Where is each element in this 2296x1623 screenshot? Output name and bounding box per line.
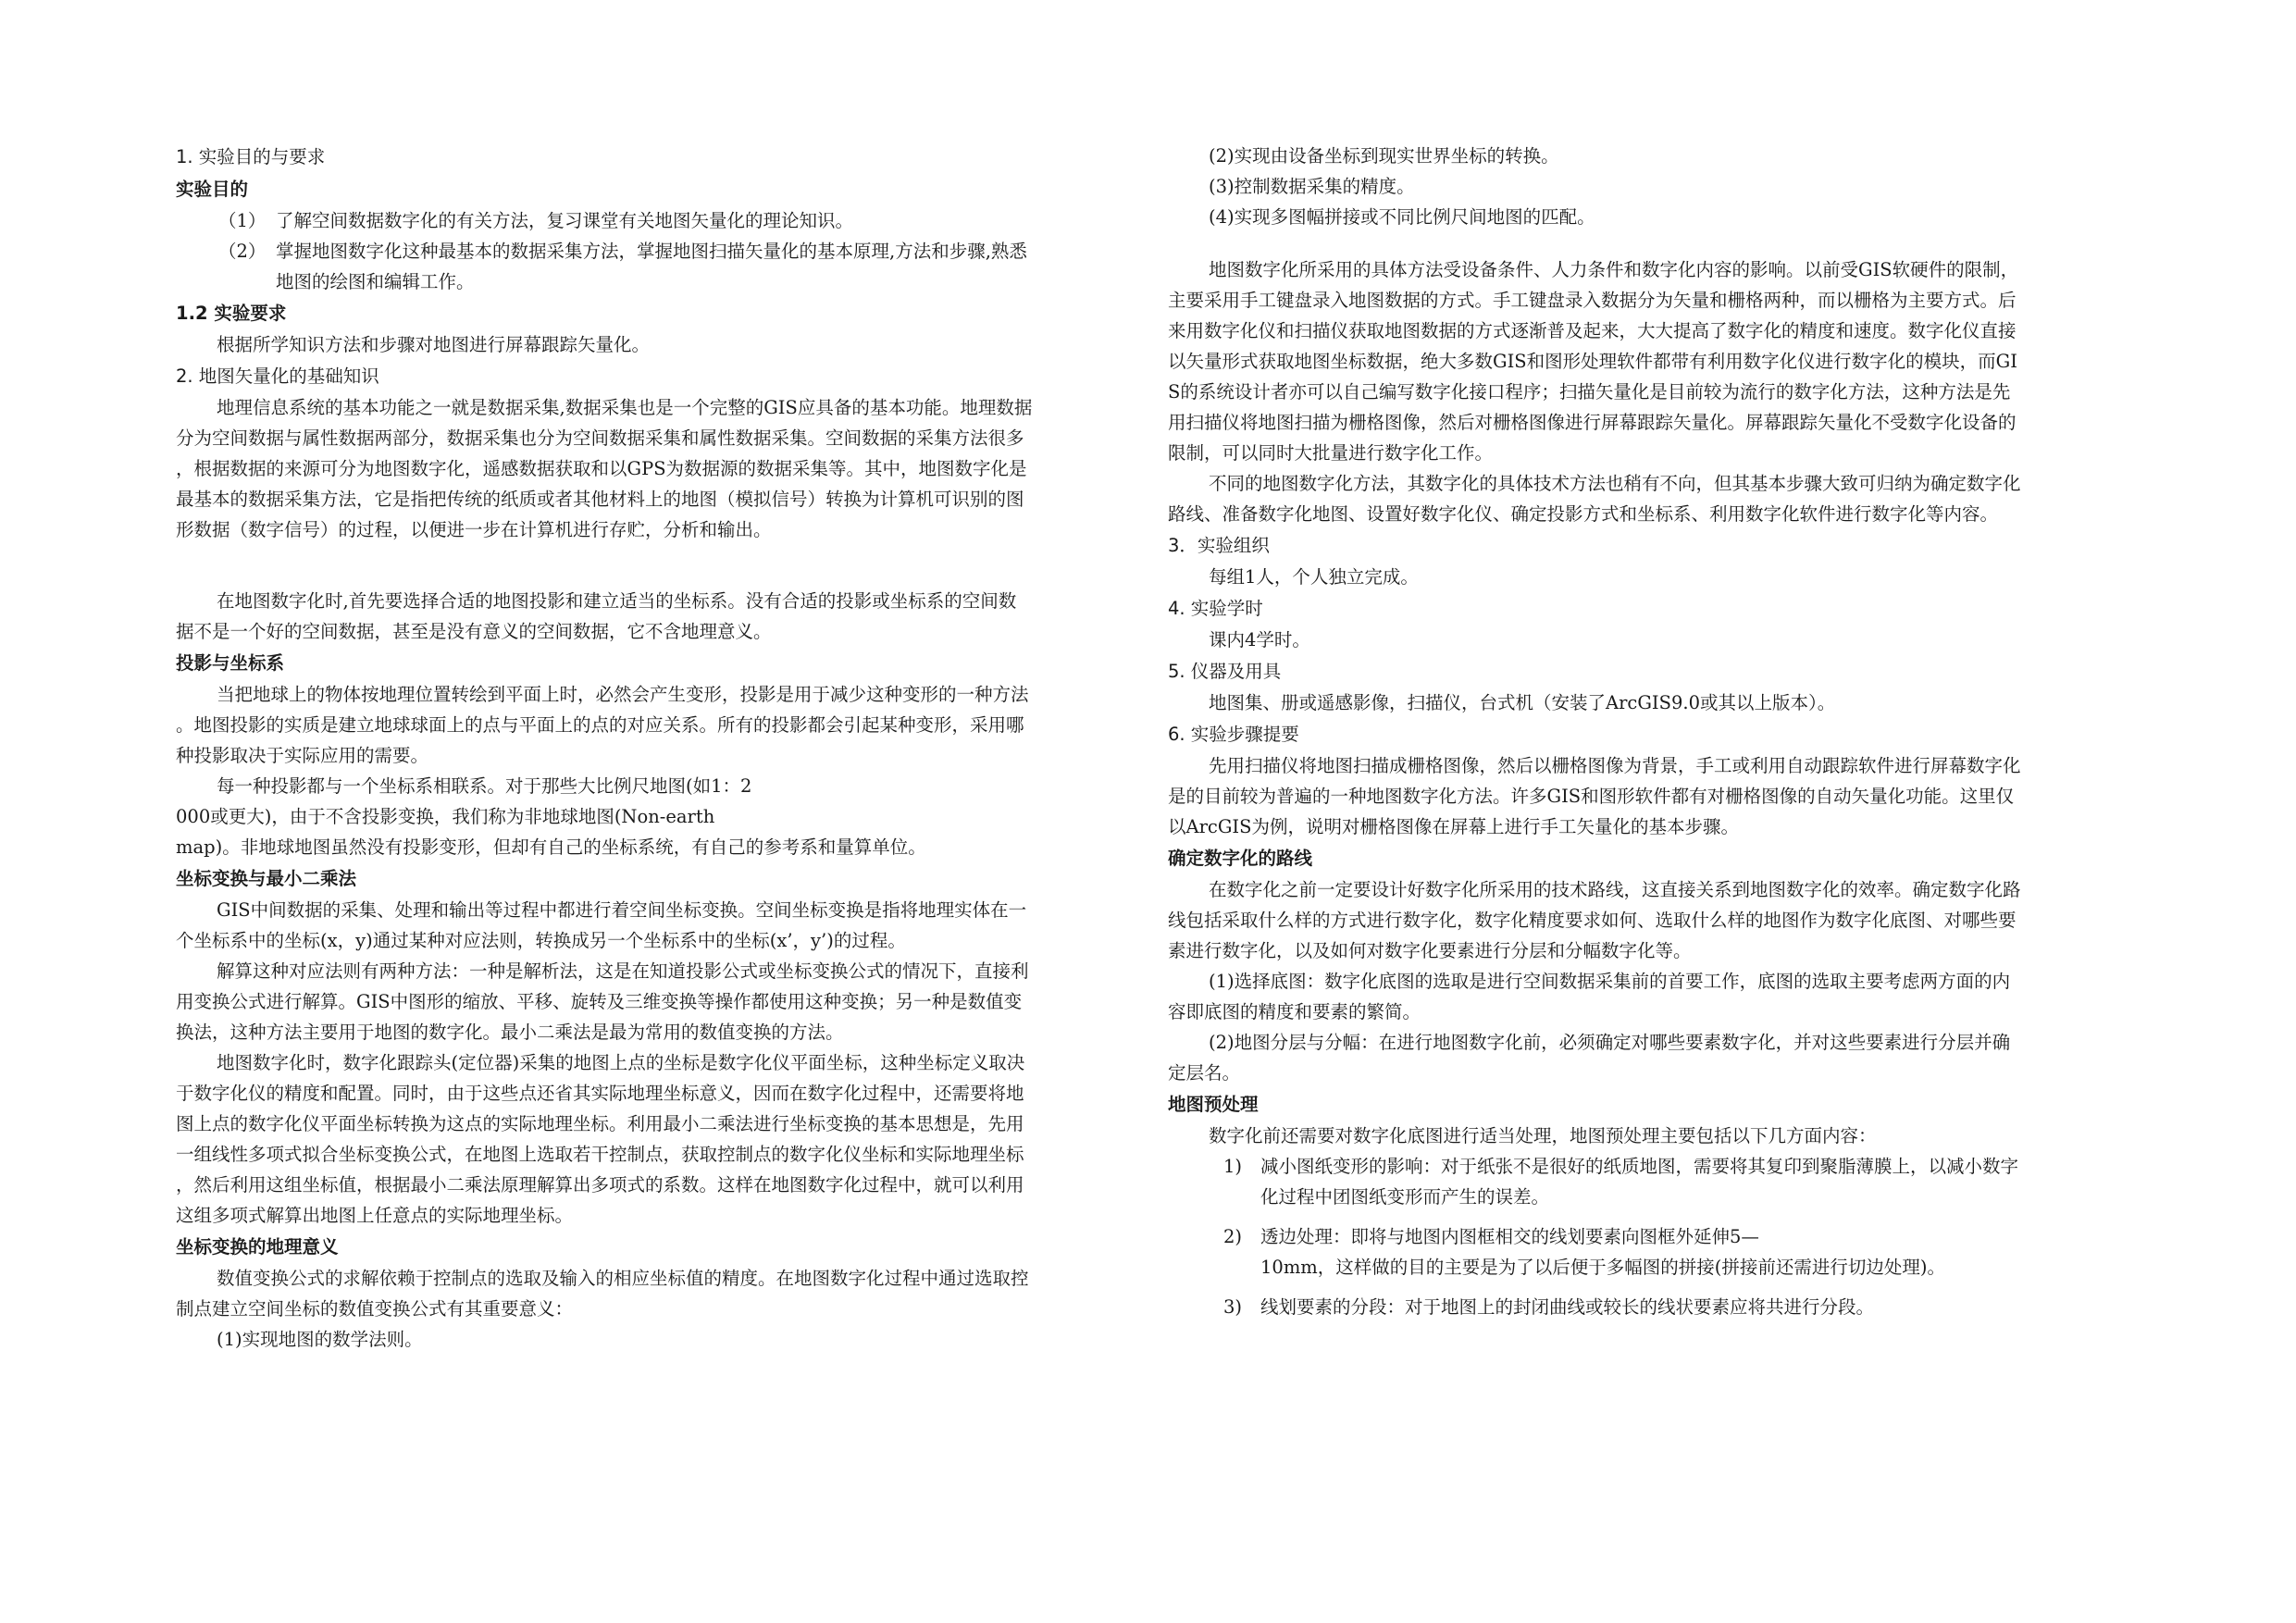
text-line: 用变换公式进行解算。GIS中图形的缩放、平移、旋转及三维变换等操作都使用这种变换；另一种是数值变 xyxy=(176,991,1023,1012)
paragraph-coordinate-transform xyxy=(176,895,1138,956)
section-2-title: 2. 地图矢量化的基础知识 xyxy=(176,365,379,387)
text-line: map)。非地球地图虽然没有投影变形，但却有自己的坐标系统，有自己的参考系和量算单位。 xyxy=(176,836,926,858)
text-line: (2)地图分层与分幅：在进行地图数字化前，必须确定对哪些要素数字化，并对这些要素进行分层并确 xyxy=(1209,1032,2011,1053)
text-line: 在数字化之前一定要设计好数字化所采用的技术路线，这直接关系到地图数字化的效率。确定数字化路 xyxy=(1209,879,2021,900)
text-line: 地图数字化所采用的具体方法受设备条件、人力条件和数字化内容的影响。以前受GIS软硬件的限制， xyxy=(1209,259,2019,280)
text-line: S的系统设计者亦可以自己编写数字化接口程序；扫描矢量化是目前较为流行的数字化方法，这种方法是先 xyxy=(1168,381,2011,403)
paragraph-steps-overview xyxy=(1168,750,2130,842)
text-line: 一组线性多项式拟合坐标变换公式，在地图上选取若干控制点，获取控制点的数字化仪坐标和实际地理坐标 xyxy=(176,1144,1024,1165)
text-line: (1)选择底图：数字化底图的选取是进行空间数据采集前的首要工作，底图的选取主要考虑两方面的内 xyxy=(1209,971,2011,992)
text-line: 。地图投影的实质是建立地球球面上的点与平面上的点的对应关系。所有的投影都会引起某种变形，采用哪 xyxy=(176,714,1024,736)
text-line: 主要采用手工键盘录入地图数据的方式。手工键盘录入数据分为矢量和栅格两种，而以栅格为主要方式。后 xyxy=(1168,290,2017,311)
list-item-text: 地图的绘图和编辑工作。 xyxy=(276,271,475,292)
right-column xyxy=(1168,141,2130,1322)
text-line: 当把地球上的物体按地理位置转绘到平面上时，必然会产生变形，投影是用于减少这种变形的一种方法 xyxy=(217,684,1029,705)
text-line: ，然后利用这组坐标值，根据最小二乘法原理解算出多项式的系数。这样在地图数字化过程中，就可以利用 xyxy=(176,1174,1024,1196)
requirement-heading: 1.2 实验要求 xyxy=(176,303,287,324)
geo-meaning-item: (3)控制数据采集的精度。 xyxy=(1209,176,1415,197)
text-line: 线包括采取什么样的方式进行数字化，数字化精度要求如何、选取什么样的地图作为数字化底图、对哪些要 xyxy=(1168,910,2017,931)
section-5-text: 地图集、册或遥感影像，扫描仪，台式机（安装了ArcGIS9.0或其以上版本）。 xyxy=(1209,692,1836,713)
section-6-title: 6. 实验步骤提要 xyxy=(1168,724,1299,745)
text-line: 先用扫描仪将地图扫描成栅格图像，然后以栅格图像为背景，手工或利用自动跟踪软件进行屏幕数字化 xyxy=(1209,755,2021,776)
list-item-text: 透边处理：即将与地图内图框相交的线划要素向图框外延伸5— xyxy=(1260,1226,1759,1247)
text-line: 是的目前较为普遍的一种地图数字化方法。许多GIS和图形软件都有对栅格图像的自动矢量化功能。这里仅 xyxy=(1168,786,2015,807)
list-item-text: 了解空间数据数字化的有关方法，复习课堂有关地图矢量化的理论知识。 xyxy=(276,210,854,231)
list-item-number: 1) xyxy=(1223,1156,1243,1177)
list-item-number: 3) xyxy=(1223,1296,1243,1318)
list-item-text: 线划要素的分段：对于地图上的封闭曲线或较长的线状要素应将共进行分段。 xyxy=(1260,1296,1875,1318)
list-item-text: 减小图纸变形的影响：对于纸张不是很好的纸质地图，需要将其复印到聚脂薄膜上，以减小数字 xyxy=(1260,1156,2019,1177)
text-line: 用扫描仪将地图扫描为栅格图像，然后对栅格图像进行屏幕跟踪矢量化。屏幕跟踪矢量化不受数字化设备的 xyxy=(1168,412,2017,433)
text-line: 数值变换公式的求解依赖于控制点的选取及输入的相应坐标值的精度。在地图数字化过程中通过选取控 xyxy=(217,1268,1029,1289)
text-line: 路线、准备数字化地图、设置好数字化仪、确定投影方式和坐标系、利用数字化软件进行数字化等内容。 xyxy=(1168,503,1999,525)
text-line: 在地图数字化时,首先要选择合适的地图投影和建立适当的坐标系。没有合适的投影或坐标系的空间数 xyxy=(217,590,1017,612)
paragraph-non-earth-map xyxy=(176,771,1138,862)
paragraph-projection xyxy=(176,679,1138,771)
preprocessing-item xyxy=(1168,1292,2130,1322)
route-heading: 确定数字化的路线 xyxy=(1168,848,1313,869)
list-item-number: （1） xyxy=(218,210,267,231)
paragraph-solving-methods xyxy=(176,956,1138,1047)
purpose-heading: 实验目的 xyxy=(176,179,249,200)
text-line: 地图数字化时，数字化跟踪头(定位器)采集的地图上点的坐标是数字化仪平面坐标，这种坐标定义取决 xyxy=(217,1052,1025,1073)
text-line: 解算这种对应法则有两种方法：一种是解析法，这是在知道投影公式或坐标变换公式的情况下，直接利 xyxy=(217,960,1029,982)
paragraph-layering xyxy=(1168,1027,2130,1088)
text-line: 000或更大)，由于不含投影变换，我们称为非地球地图(Non-earth xyxy=(176,806,715,827)
geo-meaning-item: (4)实现多图幅拼接或不同比例尺间地图的匹配。 xyxy=(1209,206,1595,228)
requirement-text: 根据所学知识方法和步骤对地图进行屏幕跟踪矢量化。 xyxy=(217,334,651,355)
preprocessing-heading: 地图预处理 xyxy=(1168,1094,1259,1115)
list-item-text: 掌握地图数字化这种最基本的数据采集方法，掌握地图扫描矢量化的基本原理,方法和步骤,熟悉 xyxy=(276,241,1027,262)
purpose-item xyxy=(176,205,1138,236)
list-item-number: 2) xyxy=(1223,1226,1243,1247)
text-line: 分为空间数据与属性数据两部分，数据采集也分为空间数据采集和属性数据采集。空间数据的采集方法很多 xyxy=(176,427,1024,449)
text-line: 限制，可以同时大批量进行数字化工作。 xyxy=(1168,442,1494,464)
left-column xyxy=(176,141,1138,1355)
text-line: GIS中间数据的采集、处理和输出等过程中都进行着空间坐标变换。空间坐标变换是指将地理实体在一 xyxy=(217,899,1027,921)
text-line: 容即底图的精度和要素的繁简。 xyxy=(1168,1001,1421,1022)
text-line: 于数字化仪的精度和配置。同时，由于这些点还省其实际地理坐标意义，因而在数字化过程中，还需要将地 xyxy=(176,1083,1024,1104)
geo-meaning-heading: 坐标变换的地理意义 xyxy=(176,1236,339,1258)
text-line: 每一种投影都与一个坐标系相联系。对于那些大比例尺地图(如1：2 xyxy=(217,775,752,797)
list-item-text: 10mm，这样做的目的主要是为了以后便于多幅图的拼接(拼接前还需进行切边处理)。 xyxy=(1260,1257,1946,1278)
text-line: 不同的地图数字化方法，其数字化的具体技术方法也稍有不向，但其基本步骤大致可归纳为确定数字化 xyxy=(1209,473,2021,494)
paragraph-geo-meaning xyxy=(176,1263,1138,1324)
text-line: 种投影取决于实际应用的需要。 xyxy=(176,745,429,766)
geo-meaning-item: (2)实现由设备坐标到现实世界坐标的转换。 xyxy=(1209,145,1559,167)
text-line: 最基本的数据采集方法，它是指把传统的纸质或者其他材料上的地图（模拟信号）转换为计算机可识别的图 xyxy=(176,489,1024,510)
text-line: 地理信息系统的基本功能之一就是数据采集,数据采集也是一个完整的GIS应具备的基本功能。地理数据 xyxy=(217,397,1033,418)
purpose-item xyxy=(176,236,1138,297)
projection-heading: 投影与坐标系 xyxy=(176,652,285,674)
text-line: 图上点的数字化仪平面坐标转换为这点的实际地理坐标。利用最小二乘法进行坐标变换的基本思想是，先用 xyxy=(176,1113,1024,1134)
paragraph-coordinate-choice xyxy=(176,586,1138,647)
paragraph-gis-collection xyxy=(176,392,1138,545)
list-item-number: （2） xyxy=(218,241,267,262)
paragraph-basic-steps xyxy=(1168,468,2130,529)
least-squares-heading: 坐标变换与最小二乘法 xyxy=(176,868,357,889)
section-1-title: 1. 实验目的与要求 xyxy=(176,146,326,167)
text-line: 个坐标系中的坐标(x，y)通过某种对应法则，转换成另一个坐标系中的坐标(x’，y’)的过程。 xyxy=(176,930,906,951)
geo-meaning-item: (1)实现地图的数学法则。 xyxy=(217,1329,423,1350)
preprocessing-intro: 数字化前还需要对数字化底图进行适当处理，地图预处理主要包括以下几方面内容： xyxy=(1209,1125,1877,1146)
section-4-text: 课内4学时。 xyxy=(1209,629,1310,650)
preprocessing-item xyxy=(1168,1151,2130,1212)
paragraph-base-map xyxy=(1168,966,2130,1027)
text-line: ，根据数据的来源可分为地图数字化，遥感数据获取和以GPS为数据源的数据采集等。其中，地图数字化是 xyxy=(176,458,1027,479)
text-line: 以矢量形式获取地图坐标数据，绝大多数GIS和图形处理软件都带有利用数字化仪进行数字化的模块，而GI xyxy=(1168,351,2017,372)
text-line: 制点建立空间坐标的数值变换公式有其重要意义： xyxy=(176,1298,574,1319)
text-line: 素进行数字化，以及如何对数字化要素进行分层和分幅数字化等。 xyxy=(1168,940,1692,961)
paragraph-digitizing-methods xyxy=(1168,254,2130,468)
preprocessing-item xyxy=(1168,1221,2130,1282)
text-line: 以ArcGIS为例，说明对栅格图像在屏幕上进行手工矢量化的基本步骤。 xyxy=(1168,816,1739,837)
paragraph-least-squares xyxy=(176,1047,1138,1231)
paragraph-route xyxy=(1168,874,2130,966)
text-line: 这组多项式解算出地图上任意点的实际地理坐标。 xyxy=(176,1205,574,1226)
text-line: 来用数字化仪和扫描仪获取地图数据的方式逐渐普及起来，大大提高了数字化的精度和速度。数字化仪直接 xyxy=(1168,320,2017,341)
text-line: 据不是一个好的空间数据，甚至是没有意义的空间数据，它不含地理意义。 xyxy=(176,621,772,642)
section-4-title: 4. 实验学时 xyxy=(1168,598,1263,619)
list-item-text: 化过程中团图纸变形而产生的误差。 xyxy=(1260,1186,1550,1208)
text-line: 形数据（数字信号）的过程，以便进一步在计算机进行存贮，分析和输出。 xyxy=(176,519,772,540)
text-line: 定层名。 xyxy=(1168,1062,1241,1084)
section-3-title: 3．实验组织 xyxy=(1168,535,1270,556)
text-line: 换法，这种方法主要用于地图的数字化。最小二乘法是最为常用的数值变换的方法。 xyxy=(176,1022,844,1043)
section-5-title: 5. 仪器及用具 xyxy=(1168,661,1282,682)
section-3-text: 每组1人，个人独立完成。 xyxy=(1209,566,1419,588)
